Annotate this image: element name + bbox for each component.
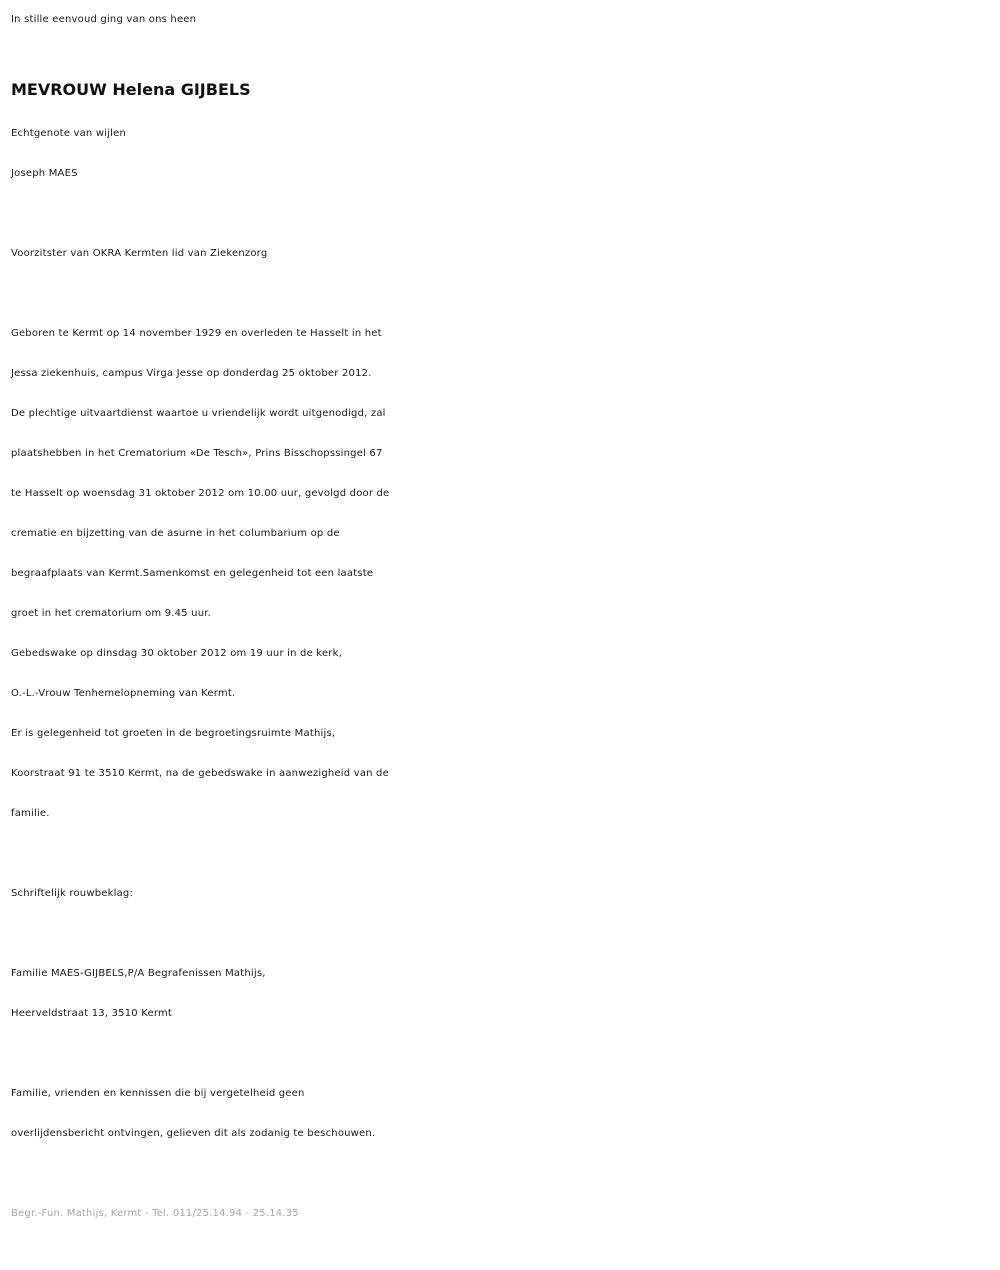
body-line: Geboren te Kermt op 14 november 1929 en overleden te Hasselt in het xyxy=(11,328,382,339)
body-line: Jessa ziekenhuis, campus Virga Jesse op donderdag 25 oktober 2012. xyxy=(11,368,372,379)
body-line: De plechtige uitvaartdienst waartoe u vriendelijk wordt uitgenodigd, zal xyxy=(11,408,386,419)
body-line: plaatshebben in het Crematorium «De Tesch», Prins Bisschopssingel 67 xyxy=(11,448,383,459)
body-line: te Hasselt op woensdag 31 oktober 2012 om 10.00 uur, gevolgd door de xyxy=(11,488,390,499)
body-line: begraafplaats van Kermt.Samenkomst en gelegenheid tot een laatste xyxy=(11,568,374,579)
notice-paragraph xyxy=(11,1074,991,1154)
spacer xyxy=(11,1154,991,1194)
body-line: Gebedswake op dinsdag 30 oktober 2012 om 19 uur in de kerk, xyxy=(11,648,342,659)
address-line: Heerveldstraat 13, 3510 Kermt xyxy=(11,1008,173,1019)
body-line: groet in het crematorium om 9.45 uur. xyxy=(11,608,212,619)
address-line: Familie MAES-GIJBELS,P/A Begrafenissen Mathijs, xyxy=(11,968,266,979)
body-line: crematie en bijzetting van de asurne in het columbarium op de xyxy=(11,528,340,539)
body-paragraph xyxy=(11,314,991,834)
body-line: Er is gelegenheid tot groeten in de begroetingsruimte Mathijs, xyxy=(11,728,336,739)
spouse-line: Joseph MAES xyxy=(11,168,78,179)
funeral-home-footer: Begr.-Fun. Mathijs, Kermt - Tel. 011/25.14.94 - 25.14.35 xyxy=(11,1208,299,1219)
body-line: Koorstraat 91 te 3510 Kermt, na de gebedswake in aanwezigheid van de xyxy=(11,768,389,779)
notice-line: Familie, vrienden en kennissen die bij vergetelheid geen xyxy=(11,1088,305,1099)
condolences-label: Schriftelijk rouwbeklag: xyxy=(11,888,134,899)
deceased-name: MEVROUW Helena GIJBELS xyxy=(11,80,251,99)
spacer xyxy=(11,834,991,874)
body-line: O.-L.-Vrouw Tenhemelopneming van Kermt. xyxy=(11,688,236,699)
body-line: familie. xyxy=(11,808,50,819)
spacer xyxy=(11,194,991,234)
spacer xyxy=(11,274,991,314)
obituary-notice xyxy=(11,0,991,1234)
spacer xyxy=(11,1034,991,1074)
spacer xyxy=(11,914,991,954)
intro-text: In stille eenvoud ging van ons heen xyxy=(11,14,197,25)
notice-line: overlijdensbericht ontvingen, gelieven dit als zodanig te beschouwen. xyxy=(11,1128,376,1139)
contact-address xyxy=(11,954,991,1034)
function-text: Voorzitster van OKRA Kermten lid van Ziekenzorg xyxy=(11,248,268,259)
spouse-line: Echtgenote van wijlen xyxy=(11,128,127,139)
